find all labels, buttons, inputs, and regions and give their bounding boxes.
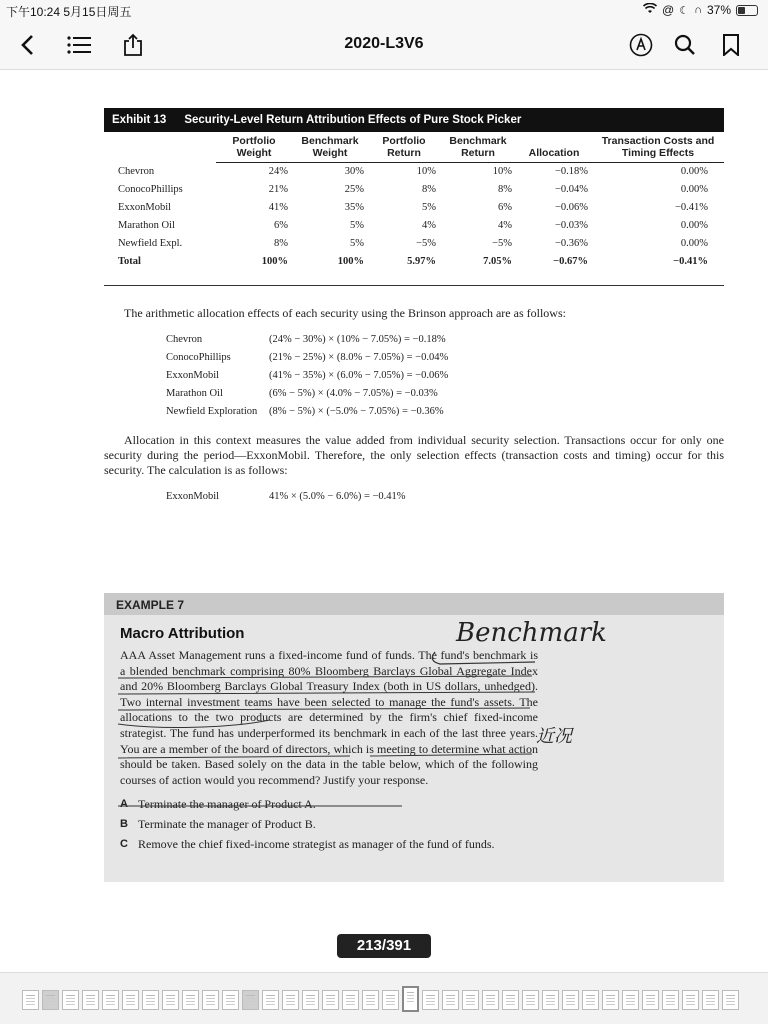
thumbnail-page[interactable] xyxy=(342,990,359,1010)
table-cell: −0.18% xyxy=(554,166,588,178)
table-cell: −0.04% xyxy=(554,184,588,195)
calculation-row xyxy=(166,331,724,349)
answer-option-key: C xyxy=(120,838,128,851)
table-cell: 4% xyxy=(498,220,512,231)
example-label: EXAMPLE 7 xyxy=(104,593,724,615)
calculation-exxon xyxy=(166,488,724,506)
thumbnail-page[interactable] xyxy=(222,990,239,1010)
table-cell: −0.03% xyxy=(554,220,588,231)
table-cell: 10% xyxy=(416,166,436,178)
table-row xyxy=(104,235,724,253)
thumbnail-page[interactable] xyxy=(302,990,319,1010)
calculation-name: Chevron xyxy=(166,333,203,345)
table-cell: Marathon Oil xyxy=(118,220,175,231)
table-cell: 8% xyxy=(498,184,512,195)
table-cell: 7.05% xyxy=(483,256,512,267)
thumbnail-page[interactable] xyxy=(702,990,719,1010)
table-cell: Total xyxy=(118,256,141,267)
handwritten-note-benchmark: Benchmark xyxy=(456,618,607,648)
calculation-row xyxy=(166,349,724,367)
page-indicator: 213/391 xyxy=(337,934,431,958)
calculation-expression: (6% − 5%) × (4.0% − 7.05%) = −0.03% xyxy=(269,387,438,399)
table-rule xyxy=(104,285,724,286)
table-cell: 8% xyxy=(422,184,436,195)
thumbnail-page[interactable] xyxy=(462,990,479,1010)
thumbnail-page[interactable] xyxy=(242,990,259,1010)
table-cell: −0.67% xyxy=(553,256,588,267)
table-cell: 5% xyxy=(350,238,364,249)
thumbnail-page[interactable] xyxy=(202,990,219,1010)
calculation-expression: (41% − 35%) × (6.0% − 7.05%) = −0.06% xyxy=(269,369,449,381)
search-icon xyxy=(674,34,696,56)
at-icon: @ xyxy=(662,3,675,17)
bookmark-icon xyxy=(722,34,740,56)
table-cell: 41% xyxy=(268,202,288,213)
answer-option-key: A xyxy=(120,798,128,811)
calculation-row xyxy=(166,367,724,385)
answer-option-text: Remove the chief fixed-income strategist as manager of the fund of funds. xyxy=(138,837,495,852)
thumbnail-page[interactable] xyxy=(382,990,399,1010)
paragraph-allocation: Allocation in this context measures the value added from individual security selection. Transactions occur for only one security during the period—ExxonMobil. Therefore, the only selection effects (transaction costs and timing) occur for this security. The calculation is as follows: xyxy=(104,432,724,477)
thumbnail-page[interactable] xyxy=(602,990,619,1010)
thumbnail-page[interactable] xyxy=(482,990,499,1010)
thumbnail-page[interactable] xyxy=(362,990,379,1010)
thumbnail-page[interactable] xyxy=(162,990,179,1010)
table-cell: 100% xyxy=(261,256,288,267)
table-cell: −5% xyxy=(416,238,436,249)
thumbnail-page[interactable] xyxy=(62,990,79,1010)
exhibit-label: Exhibit 13 xyxy=(112,114,167,126)
table-cell: 0.00% xyxy=(680,166,708,178)
table-cell: Newfield Expl. xyxy=(118,238,183,249)
table-row xyxy=(104,217,724,235)
table-cell: 24% xyxy=(268,166,288,178)
table-cell: ExxonMobil xyxy=(118,202,172,213)
battery-percent: 37% xyxy=(706,3,731,17)
table-cell: 0.00% xyxy=(680,184,708,195)
pen-circle-icon xyxy=(629,33,653,57)
table-header-cell: Portfolio Weight xyxy=(216,132,292,163)
headphones-icon: ∩ xyxy=(694,4,702,16)
table-header-cell: Benchmark Return xyxy=(440,132,516,163)
thumbnail-page[interactable] xyxy=(142,990,159,1010)
thumbnail-page[interactable] xyxy=(282,990,299,1010)
thumbnail-page[interactable] xyxy=(542,990,559,1010)
document-title: 2020-L3V6 xyxy=(344,35,424,52)
table-cell: −0.36% xyxy=(554,238,588,249)
search-button[interactable] xyxy=(670,30,700,60)
table-cell: 5% xyxy=(422,202,436,213)
calculation-expression: 41% × (5.0% − 6.0%) = −0.41% xyxy=(269,490,406,502)
annotate-button[interactable] xyxy=(626,30,656,60)
table-cell: ConocoPhillips xyxy=(118,184,183,195)
calculation-row xyxy=(166,385,724,403)
handwritten-note-chinese: 近况 xyxy=(536,726,572,747)
moon-icon: ☾ xyxy=(679,4,690,17)
calculation-expression: (8% − 5%) × (−5.0% − 7.05%) = −0.36% xyxy=(269,405,444,417)
answer-option xyxy=(120,836,724,852)
status-icons xyxy=(643,3,758,17)
table-cell: 10% xyxy=(492,166,512,178)
answer-option-text: Terminate the manager of Product A. xyxy=(138,797,316,812)
table-cell: 30% xyxy=(344,166,364,178)
thumbnail-page[interactable] xyxy=(442,990,459,1010)
battery-icon xyxy=(736,5,758,16)
handwritten-underlines xyxy=(110,640,550,810)
calculation-list xyxy=(166,331,724,421)
table-header-cell: Transaction Costs and Timing Effects xyxy=(592,132,724,163)
table-cell: 21% xyxy=(268,184,288,195)
table-row xyxy=(104,163,724,181)
table-row xyxy=(104,199,724,217)
thumbnail-page[interactable] xyxy=(262,990,279,1010)
calculation-name: ExxonMobil xyxy=(166,369,220,381)
thumbnail-page[interactable] xyxy=(522,990,539,1010)
table-cell: −0.06% xyxy=(554,202,588,213)
answer-option-text: Terminate the manager of Product B. xyxy=(138,817,316,832)
table-cell: −0.41% xyxy=(674,202,708,213)
table-cell: 35% xyxy=(344,202,364,213)
paragraph-brinson: The arithmetic allocation effects of each security using the Brinson approach are as follows: xyxy=(124,305,566,320)
calculation-name: Marathon Oil xyxy=(166,387,223,399)
table-cell: 8% xyxy=(274,238,288,249)
thumbnail-page[interactable] xyxy=(42,990,59,1010)
thumbnail-page[interactable] xyxy=(682,990,699,1010)
status-time: 下午10:24 5月15日周五 xyxy=(6,5,132,19)
table-cell: −5% xyxy=(492,238,512,249)
table-cell: 100% xyxy=(337,256,364,267)
thumbnail-page[interactable] xyxy=(422,990,439,1010)
table-cell: 0.00% xyxy=(680,238,708,249)
table-cell: 6% xyxy=(274,220,288,231)
thumbnail-page[interactable] xyxy=(562,990,579,1010)
table-cell: 4% xyxy=(422,220,436,231)
table-total-row xyxy=(104,253,724,271)
bookmark-button[interactable] xyxy=(716,30,746,60)
exhibit-header xyxy=(104,108,724,132)
thumbnail-strip[interactable] xyxy=(0,972,768,1024)
thumbnail-current-page[interactable] xyxy=(402,986,419,1012)
nav-bar xyxy=(0,20,768,70)
thumbnail-page[interactable] xyxy=(122,990,139,1010)
thumbnail-page[interactable] xyxy=(182,990,199,1010)
example-title: Macro Attribution xyxy=(120,625,245,642)
table-cell: 5% xyxy=(350,220,364,231)
calculation-name: ConocoPhillips xyxy=(166,351,231,363)
thumbnail-page[interactable] xyxy=(82,990,99,1010)
answer-option-key: B xyxy=(120,818,128,831)
wifi-icon xyxy=(643,3,657,17)
thumbnail-list[interactable] xyxy=(22,990,739,1016)
table-header-cell: Portfolio Return xyxy=(368,132,440,163)
table-header-cell: Allocation xyxy=(516,132,592,163)
calculation-name: Newfield Exploration xyxy=(166,405,258,417)
thumbnail-page[interactable] xyxy=(722,990,739,1010)
table-cell: 25% xyxy=(344,184,364,195)
thumbnail-page[interactable] xyxy=(662,990,679,1010)
exhibit-title: Security-Level Return Attribution Effects of Pure Stock Picker xyxy=(184,114,522,126)
calculation-row xyxy=(166,488,724,506)
calculation-name: ExxonMobil xyxy=(166,490,220,502)
table-cell: 6% xyxy=(498,202,512,213)
answer-option xyxy=(120,816,724,832)
thumbnail-page[interactable] xyxy=(642,990,659,1010)
example-body: AAA Asset Management runs a fixed-income fund of funds. The fund's benchmark is a blended benchmark comprising 80% Bloomberg Barclays Global Aggregate Index and 20% Bloomberg Barclays Global Treasury Index (both in US dollars, unhedged). Two internal investment teams have been selected to manage the fund's assets. The allocations to the two products are determined by the firm's chief fixed-income strategist. The fund has underperformed its benchmark in each of the last three years. You are a member of the board of directors, which is meeting to determine what action should be taken. Based solely on the data in the table below, which of the following courses of action would you recommend? Justify your response. xyxy=(120,648,538,787)
table-header-cell: Benchmark Weight xyxy=(292,132,368,163)
calculation-expression: (21% − 25%) × (8.0% − 7.05%) = −0.04% xyxy=(269,351,449,363)
table-row xyxy=(104,181,724,199)
status-bar xyxy=(0,0,768,20)
thumbnail-page[interactable] xyxy=(582,990,599,1010)
table-header-cell xyxy=(104,132,216,163)
table-cell: 5.97% xyxy=(407,256,436,267)
table-cell: −0.41% xyxy=(673,256,708,267)
calculation-expression: (24% − 30%) × (10% − 7.05%) = −0.18% xyxy=(269,333,446,345)
table-cell: Chevron xyxy=(118,166,155,177)
thumbnail-page[interactable] xyxy=(622,990,639,1010)
thumbnail-page[interactable] xyxy=(502,990,519,1010)
thumbnail-page[interactable] xyxy=(22,990,39,1010)
calculation-row xyxy=(166,403,724,421)
thumbnail-page[interactable] xyxy=(102,990,119,1010)
document-page xyxy=(104,108,724,506)
thumbnail-page[interactable] xyxy=(322,990,339,1010)
table-cell: 0.00% xyxy=(680,220,708,231)
exhibit-table xyxy=(104,132,724,271)
table-header-row xyxy=(104,132,724,163)
